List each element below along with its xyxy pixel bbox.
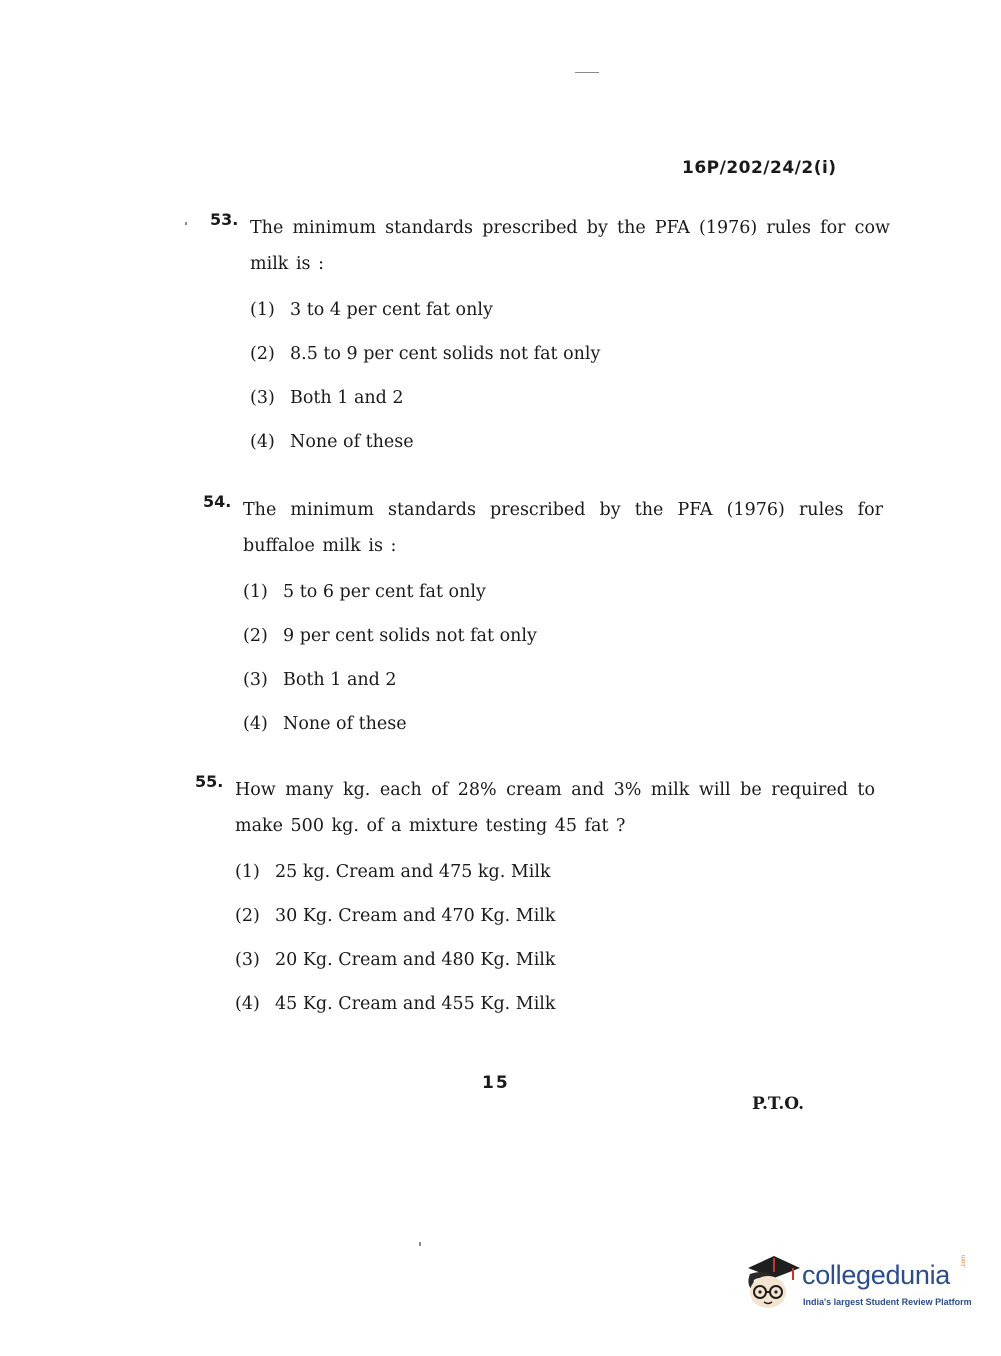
option-list: [243, 570, 883, 746]
option-label: (1): [243, 582, 268, 602]
option-list: [235, 850, 875, 1026]
option-label: (2): [250, 344, 275, 364]
scan-artifact-bottom: [419, 1242, 421, 1246]
option-2: [235, 894, 875, 938]
question-number: 54.: [203, 492, 232, 511]
option-text: None of these: [283, 714, 407, 734]
paper-code: 16P/202/24/2(i): [682, 158, 837, 178]
option-2: [250, 332, 890, 376]
option-label: (1): [250, 300, 275, 320]
question-53: [210, 210, 890, 464]
option-2: [243, 614, 883, 658]
option-1: [243, 570, 883, 614]
option-label: (3): [235, 950, 260, 970]
logo-tagline: India's largest Student Review Platform: [803, 1297, 972, 1307]
option-text: Both 1 and 2: [290, 388, 404, 408]
page-number: 15: [482, 1073, 510, 1093]
scan-artifact-top: [575, 72, 599, 73]
logo-com-suffix: .com: [961, 1254, 967, 1268]
question-text: How many kg. each of 28% cream and 3% milk will be required to make 500 kg. of a mixture testing 45 fat ?: [235, 780, 875, 836]
option-label: (2): [243, 626, 268, 646]
option-text: 9 per cent solids not fat only: [283, 626, 537, 646]
option-4: [243, 702, 883, 746]
option-4: [235, 982, 875, 1026]
question-55: [195, 772, 875, 1026]
scan-artifact-left: [185, 222, 187, 225]
option-1: [235, 850, 875, 894]
mascot-icon: [740, 1250, 802, 1312]
collegedunia-logo: [740, 1250, 970, 1316]
option-label: (1): [235, 862, 260, 882]
option-label: (3): [243, 670, 268, 690]
option-label: (4): [250, 432, 275, 452]
option-1: [250, 288, 890, 332]
option-text: 8.5 to 9 per cent solids not fat only: [290, 344, 601, 364]
question-text: The minimum standards prescribed by the PFA (1976) rules for cow milk is :: [250, 218, 890, 274]
option-text: 5 to 6 per cent fat only: [283, 582, 486, 602]
option-label: (4): [243, 714, 268, 734]
question-text: The minimum standards prescribed by the PFA (1976) rules for buffaloe milk is :: [243, 500, 883, 556]
option-3: [250, 376, 890, 420]
option-3: [243, 658, 883, 702]
option-text: None of these: [290, 432, 414, 452]
option-text: 25 kg. Cream and 475 kg. Milk: [275, 862, 551, 882]
option-label: (4): [235, 994, 260, 1014]
option-4: [250, 420, 890, 464]
option-text: Both 1 and 2: [283, 670, 397, 690]
question-number: 53.: [210, 210, 239, 229]
option-3: [235, 938, 875, 982]
option-text: 30 Kg. Cream and 470 Kg. Milk: [275, 906, 556, 926]
option-label: (3): [250, 388, 275, 408]
logo-wordmark: collegedunia: [802, 1260, 951, 1290]
option-list: [250, 288, 890, 464]
option-text: 3 to 4 per cent fat only: [290, 300, 493, 320]
option-label: (2): [235, 906, 260, 926]
question-54: [203, 492, 883, 746]
option-text: 20 Kg. Cream and 480 Kg. Milk: [275, 950, 556, 970]
option-text: 45 Kg. Cream and 455 Kg. Milk: [275, 994, 556, 1014]
question-number: 55.: [195, 772, 224, 791]
pto-label: P.T.O.: [752, 1094, 804, 1114]
